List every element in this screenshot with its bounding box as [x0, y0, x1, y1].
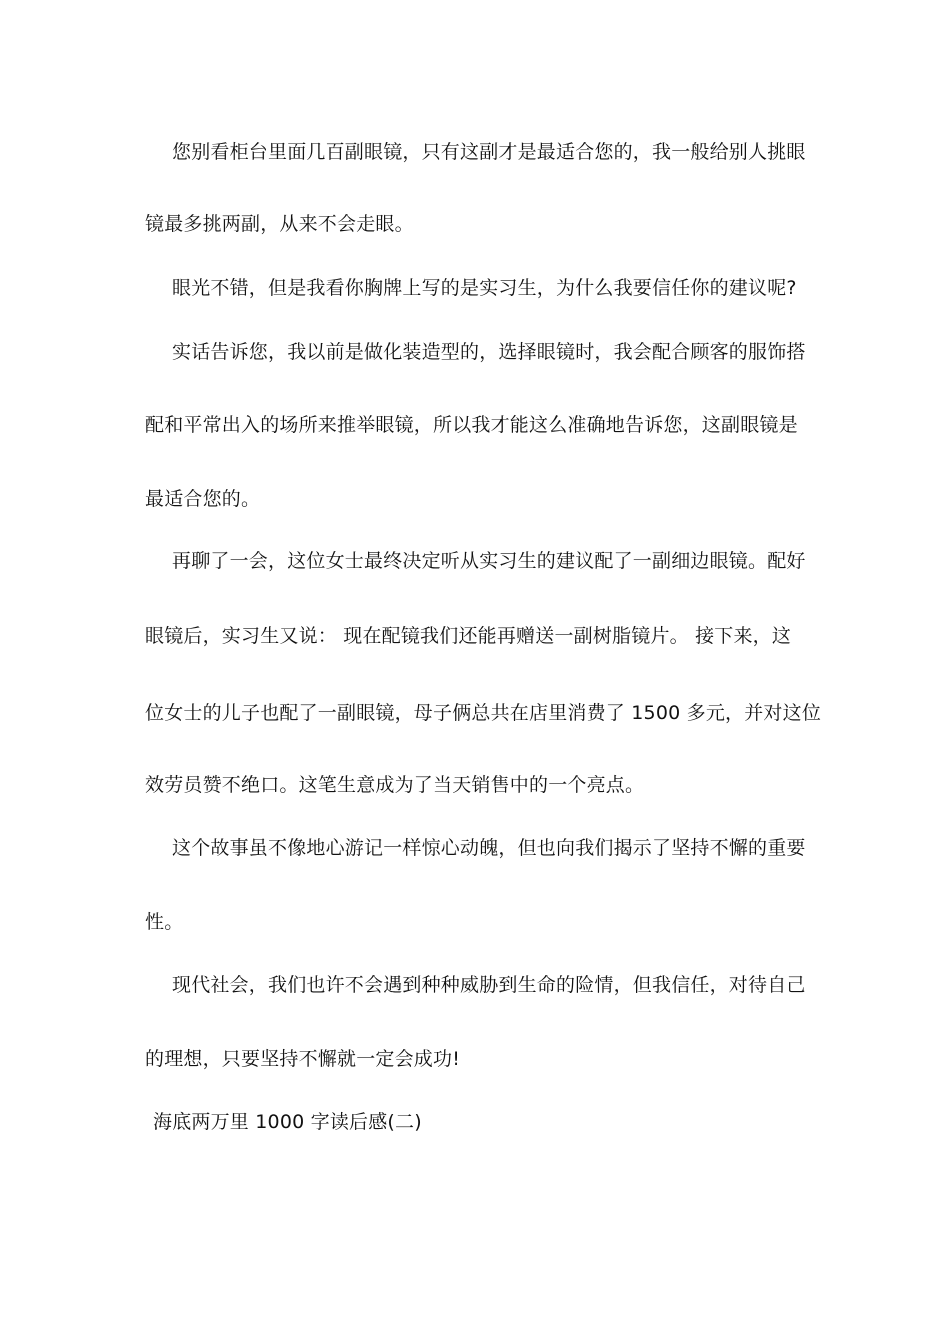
paragraph-line: 实话告诉您，我以前是做化装造型的，选择眼镜时，我会配合顾客的服饰搭	[172, 341, 806, 363]
paragraph-line: 镜最多挑两副，从来不会走眼。	[145, 213, 414, 235]
paragraph-line: 眼镜后，实习生又说： 现在配镜我们还能再赠送一副树脂镜片。 接下来，这	[145, 625, 792, 647]
section-heading: 海底两万里 1000 字读后感(二)	[153, 1111, 422, 1133]
paragraph-line: 性。	[145, 911, 184, 933]
paragraph-line: 您别看柜台里面几百副眼镜，只有这副才是最适合您的，我一般给别人挑眼	[172, 141, 806, 163]
paragraph-line: 效劳员赞不绝口。这笔生意成为了当天销售中的一个亮点。	[145, 774, 645, 796]
paragraph-line: 最适合您的。	[145, 488, 261, 510]
paragraph-line: 再聊了一会，这位女士最终决定听从实习生的建议配了一副细边眼镜。配好	[172, 550, 806, 572]
paragraph-line: 这个故事虽不像地心游记一样惊心动魄，但也向我们揭示了坚持不懈的重要	[172, 837, 806, 859]
paragraph-line: 位女士的儿子也配了一副眼镜，母子俩总共在店里消费了 1500 多元，并对这位	[145, 702, 822, 724]
paragraph-line: 配和平常出入的场所来推举眼镜，所以我才能这么准确地告诉您，这副眼镜是	[145, 414, 798, 436]
paragraph-line: 的理想，只要坚持不懈就一定会成功!	[145, 1048, 461, 1070]
paragraph-line: 眼光不错，但是我看你胸牌上写的是实习生，为什么我要信任你的建议呢?	[172, 277, 797, 299]
paragraph-line: 现代社会，我们也许不会遇到种种威胁到生命的险情，但我信任，对待自己	[172, 974, 806, 996]
